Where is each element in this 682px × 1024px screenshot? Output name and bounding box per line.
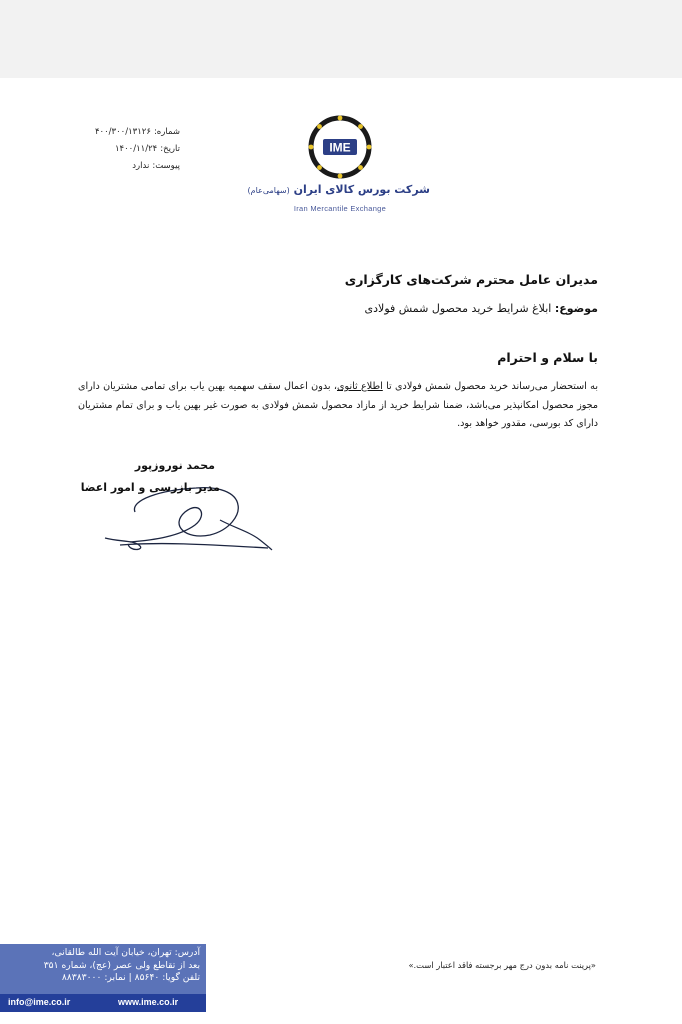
body-text-part1: به استحضار می‌رساند خرید محصول شمش فولادی تا xyxy=(386,381,598,392)
company-name-en: Iran Mercantile Exchange xyxy=(293,204,387,213)
website-link[interactable]: www.ime.co.ir xyxy=(118,997,179,1007)
attachment-value: ندارد xyxy=(132,161,150,171)
company-logo xyxy=(247,108,430,218)
company-name-suffix: (سهامی‌عام) xyxy=(247,186,290,195)
footer-web-strip xyxy=(0,994,206,1012)
subject-text: ابلاغ شرایط خرید محصول شمش فولادی xyxy=(364,302,552,315)
company-name-text: شرکت بورس کالای ایران xyxy=(293,183,430,196)
subject-line xyxy=(78,302,598,315)
attachment-label: پیوست: xyxy=(152,161,180,171)
phone-line: تلفن گویا: ۸۵۶۴۰ | نمابر: ۸۸۳۸۳۰۰۰ xyxy=(61,972,200,983)
address-line-2: بعد از تقاطع ولی عصر (عج)، شماره ۳۵۱ xyxy=(43,959,200,971)
ime-logo-icon xyxy=(307,114,373,180)
logo-mark: IME xyxy=(329,140,351,155)
body-underlined-text: اطلاع ثانوی xyxy=(336,381,383,392)
body-text-part2: ، بدون اعمال سقف سهمیه بهین یاب برای تمامی مشتریان دارای مجوز محصول امکانپذیر می‌باشد، ضمنا شرایط خرید از مازاد محصول شمش فولادی به صورت غیر بهین یاب و برای تمام مشتریان دارای کد بورسی، مقدور خواهد بود. xyxy=(78,381,598,429)
subject-label: موضوع: xyxy=(554,302,598,315)
footer-address xyxy=(0,947,200,985)
number-label: شماره: xyxy=(153,127,180,137)
email-link[interactable]: info@ime.co.ir xyxy=(8,997,71,1007)
signer-title: مدیر بازرسی و امور اعضا xyxy=(80,481,220,494)
address-line-1: آدرس: تهران، خیابان آیت الله طالقانی، xyxy=(51,947,200,958)
letter-date xyxy=(60,141,180,158)
greeting: با سلام و احترام xyxy=(497,350,598,365)
footer-note: «پرینت نامه بدون درج مهر برجسته فاقد اعتبار است.» xyxy=(408,960,596,970)
addressee: مدیران عامل محترم شرکت‌های کارگزاری xyxy=(344,272,598,287)
signer-name: محمد نوروزپور xyxy=(134,459,215,472)
letter-meta xyxy=(60,124,180,175)
date-label: تاریخ: xyxy=(160,144,180,154)
letter-attachment xyxy=(60,158,180,175)
date-value: ۱۴۰۰/۱۱/۲۴ xyxy=(114,144,158,154)
letter-body xyxy=(78,378,598,434)
company-name-fa xyxy=(247,183,430,196)
number-value: ۴۰۰/۳۰۰/۱۳۱۲۶ xyxy=(94,127,151,137)
letter-number xyxy=(60,124,180,141)
top-background xyxy=(0,0,682,78)
